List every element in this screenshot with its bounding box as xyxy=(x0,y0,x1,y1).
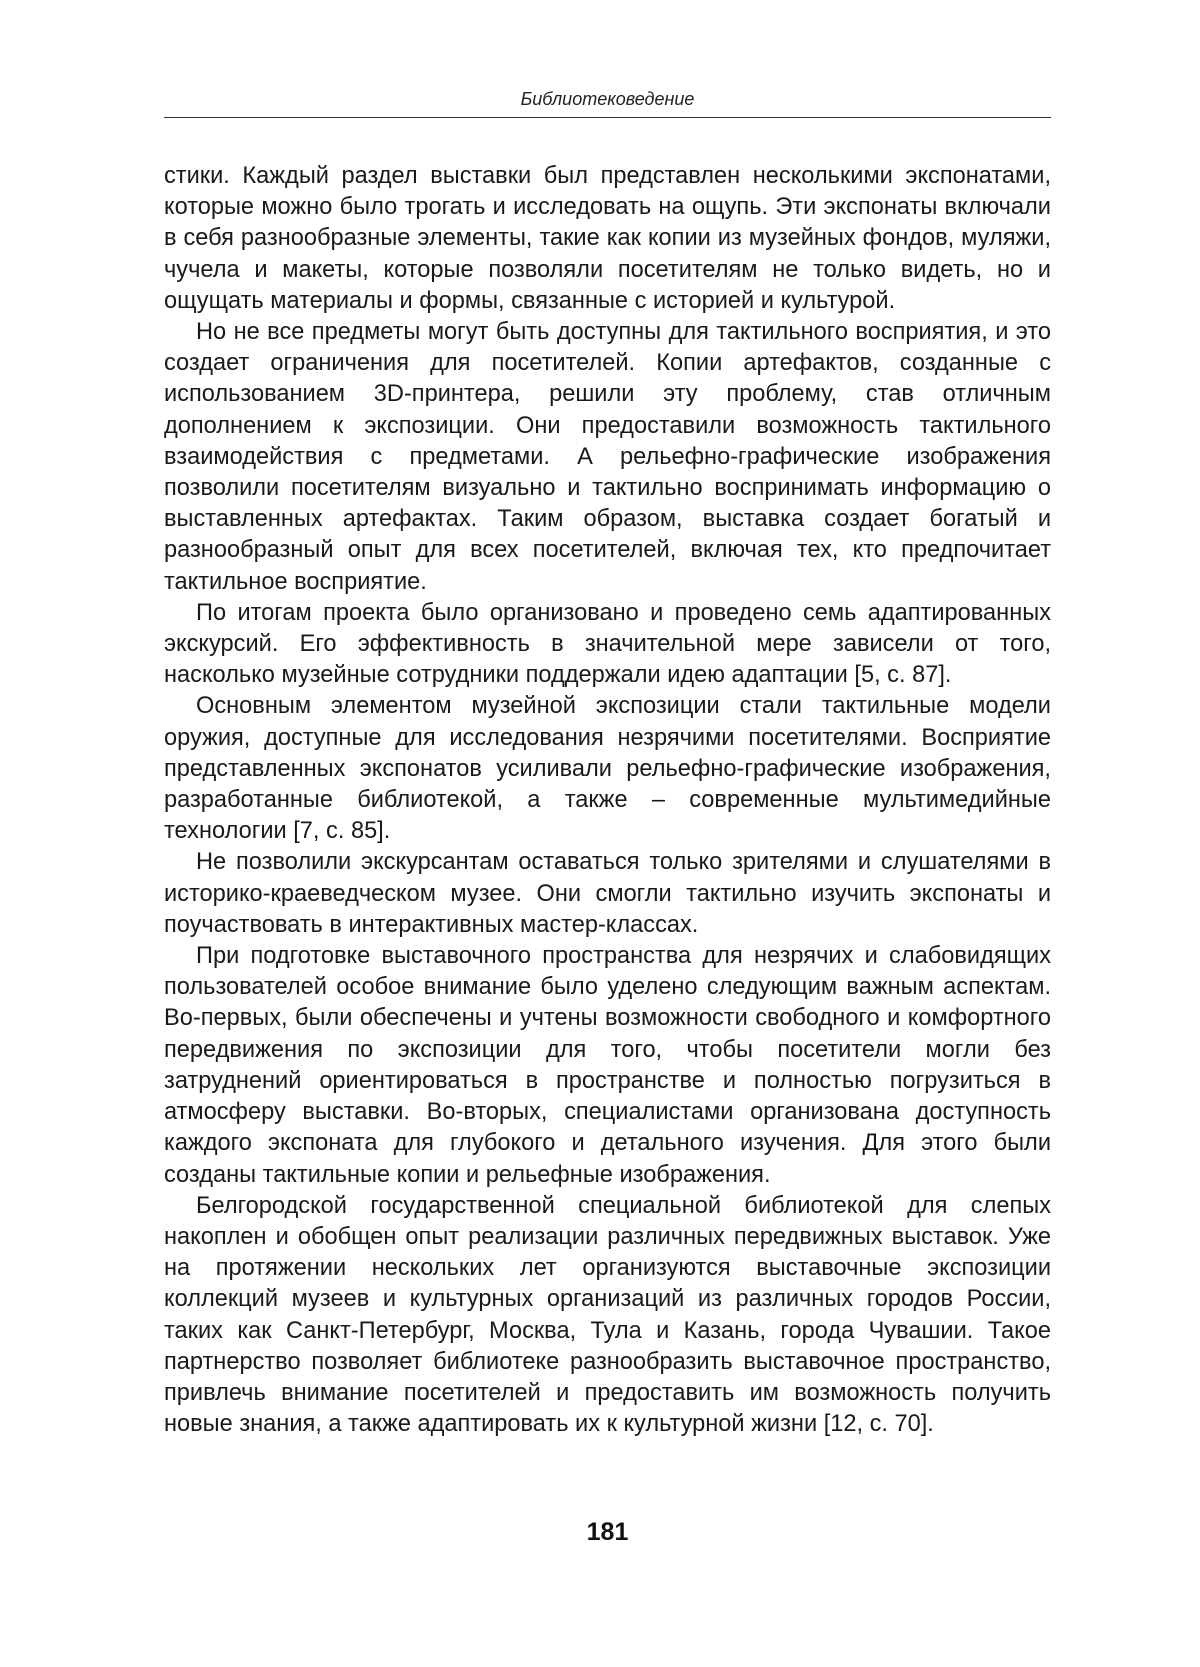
paragraph-5: Не позволили экскурсантам оставаться только зрителями и слушателями в историко-краеведческом музее. Они смогли тактильно изучить экспонаты и поучаствовать в интерактивных мастер-классах. xyxy=(164,849,1051,938)
header-divider xyxy=(164,117,1051,118)
paragraph-3: По итогам проекта было организовано и проведено семь адаптированных экскурсий. Его эффективность в значительной мере зависели от того, насколько музейные сотрудники поддержали идею адаптации [5, с. 87]. xyxy=(164,599,1051,689)
paragraph-7: Белгородской государственной специальной библиотекой для слепых накоплен и обобщен опыт реализации различных передвижных выставок. Уже на протяжении нескольких лет организуются выставочные экспозиции коллекций музеев и культурных организаций из различных городов России, таких как Санкт-Петербург, Москва, Тула и Казань, города Чувашии. Такое партнерство позволяет библиотеке разнообразить выставочное пространство, привлечь внимание посетителей и предоставить им возможность получить новые знания, а также адаптировать их к культурной жизни [12, с. 70]. xyxy=(164,1192,1051,1438)
paragraph-1: стики. Каждый раздел выставки был представлен несколькими экспонатами, которые можно было трогать и исследовать на ощупь. Эти экспонаты включали в себя разнообразные элементы, такие как копии из музейных фондов, муляжи, чучела и макеты, которые позволяли посетителям не только видеть, но и ощущать материалы и формы, связанные с историей и культурой. xyxy=(164,163,1051,314)
paragraph-4: Основным элементом музейной экспозиции стали тактильные модели оружия, доступные для исследования незрячими посетителями. Восприятие представленных экспонатов усиливали рельефно-графические изображения, разработанные библиотекой, а также – современные мультимедийные технологии [7, с. 85]. xyxy=(164,693,1051,845)
page-body xyxy=(164,161,1051,1440)
running-header: Библиотековедение xyxy=(520,89,695,109)
paragraph-6: При подготовке выставочного пространства для незрячих и слабовидящих пользователей особое внимание было уделено следующим важным аспектам. Во-первых, были обеспечены и учтены возможности свободного и комфортного передвижения по экспозиции для того, чтобы посетители могли без затруднений ориентироваться в пространстве и полностью погрузиться в атмосферу выставки. Во-вторых, специалистами организована доступность каждого экспоната для глубокого и детального изучения. Для этого были созданы тактильные копии и рельефные изображения. xyxy=(164,943,1051,1188)
page-number: 181 xyxy=(586,1518,629,1546)
paragraph-2: Но не все предметы могут быть доступны для тактильного восприятия, и это создает ограничения для посетителей. Копии артефактов, созданные с использованием 3D-принтера, решили эту проблему, став отличным дополнением к экспозиции. Они предоставили возможность тактильного взаимодействия с предметами. А рельефно-графические изображения позволили посетителям визуально и тактильно воспринимать информацию о выставленных артефактах. Таким образом, выставка создает богатый и разнообразный опыт для всех посетителей, включая тех, кто предпочитает тактильное восприятие. xyxy=(164,319,1051,595)
